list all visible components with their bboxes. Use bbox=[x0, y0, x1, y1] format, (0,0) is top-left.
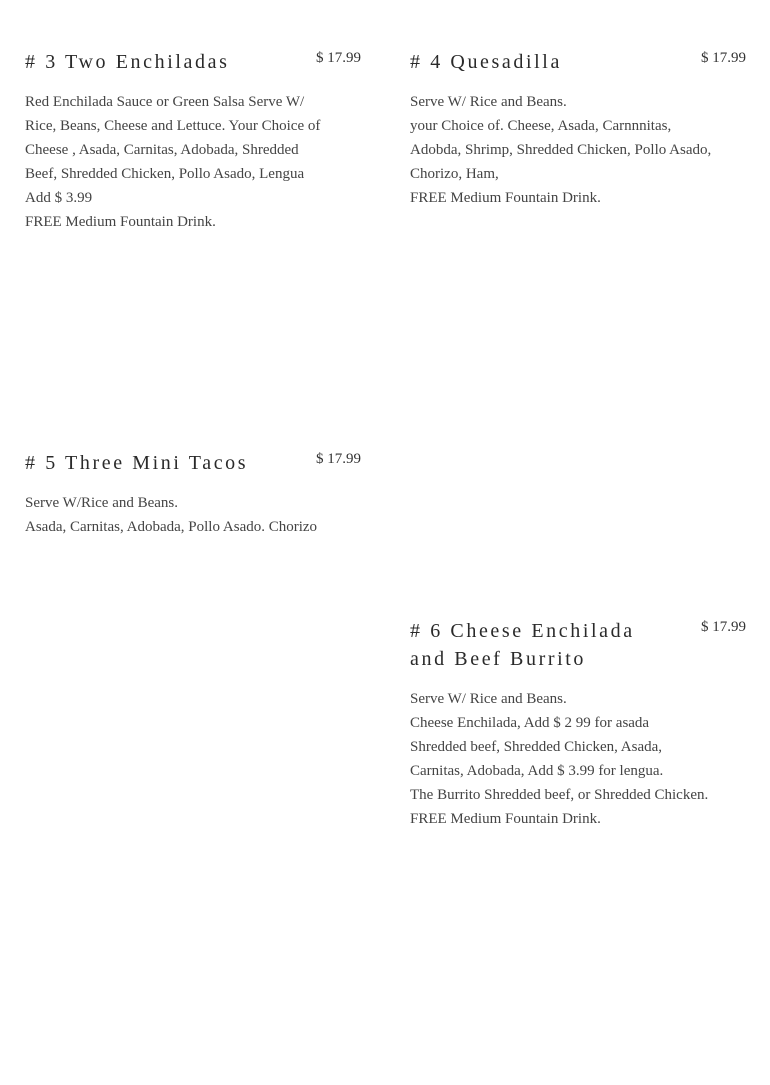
menu-item-description bbox=[25, 90, 361, 234]
menu-item-6 bbox=[410, 617, 746, 831]
menu-item-price: $ 17.99 bbox=[701, 50, 746, 66]
description-line: Asada, Carnitas, Adobada, Pollo Asado. Chorizo bbox=[25, 519, 318, 535]
menu-item-price: $ 17.99 bbox=[316, 50, 361, 66]
menu-item-title: # 5 Three Mini Tacos bbox=[25, 452, 249, 474]
menu-item-5 bbox=[25, 449, 361, 539]
menu-item-header bbox=[25, 449, 361, 477]
description-line: FREE Medium Fountain Drink. bbox=[410, 811, 601, 827]
description-line: Carnitas, Adobada, Add $ 3.99 for lengua. bbox=[410, 763, 664, 779]
menu-item-description bbox=[410, 687, 746, 831]
menu-item-title: # 6 Cheese Enchilada and Beef Burrito bbox=[410, 620, 635, 670]
description-line: Serve W/ Rice and Beans. bbox=[410, 94, 567, 110]
description-line: Adobda, Shrimp, Shredded Chicken, Pollo Asado, bbox=[410, 142, 712, 158]
description-line: Red Enchilada Sauce or Green Salsa Serve W/ bbox=[25, 94, 305, 110]
description-line: Serve W/ Rice and Beans. bbox=[410, 691, 567, 707]
menu-item-price: $ 17.99 bbox=[701, 619, 746, 635]
description-line: FREE Medium Fountain Drink. bbox=[410, 190, 601, 206]
menu-item-header bbox=[410, 48, 746, 76]
menu-item-description bbox=[25, 491, 361, 539]
description-line: Serve W/Rice and Beans. bbox=[25, 495, 179, 511]
menu-item-header bbox=[410, 617, 746, 673]
description-line: Shredded beef, Shredded Chicken, Asada, bbox=[410, 739, 663, 755]
description-line: Chorizo, Ham, bbox=[410, 166, 499, 182]
menu-item-4 bbox=[410, 48, 746, 210]
description-line: Cheese Enchilada, Add $ 2 99 for asada bbox=[410, 715, 650, 731]
description-line: The Burrito Shredded beef, or Shredded Chicken. bbox=[410, 787, 709, 803]
menu-item-description bbox=[410, 90, 746, 210]
menu-item-title: # 3 Two Enchiladas bbox=[25, 51, 230, 73]
description-line: Rice, Beans, Cheese and Lettuce. Your Choice of bbox=[25, 118, 321, 134]
menu-item-header bbox=[25, 48, 361, 76]
menu-item-price: $ 17.99 bbox=[316, 451, 361, 467]
description-line: Beef, Shredded Chicken, Pollo Asado, Lengua bbox=[25, 166, 305, 182]
description-line: FREE Medium Fountain Drink. bbox=[25, 214, 216, 230]
description-line: your Choice of. Cheese, Asada, Carnnnitas, bbox=[410, 118, 672, 134]
description-line: Cheese , Asada, Carnitas, Adobada, Shredded bbox=[25, 142, 299, 158]
menu-item-3 bbox=[25, 48, 361, 234]
description-line: Add $ 3.99 bbox=[25, 190, 93, 206]
menu-item-title: # 4 Quesadilla bbox=[410, 51, 562, 73]
